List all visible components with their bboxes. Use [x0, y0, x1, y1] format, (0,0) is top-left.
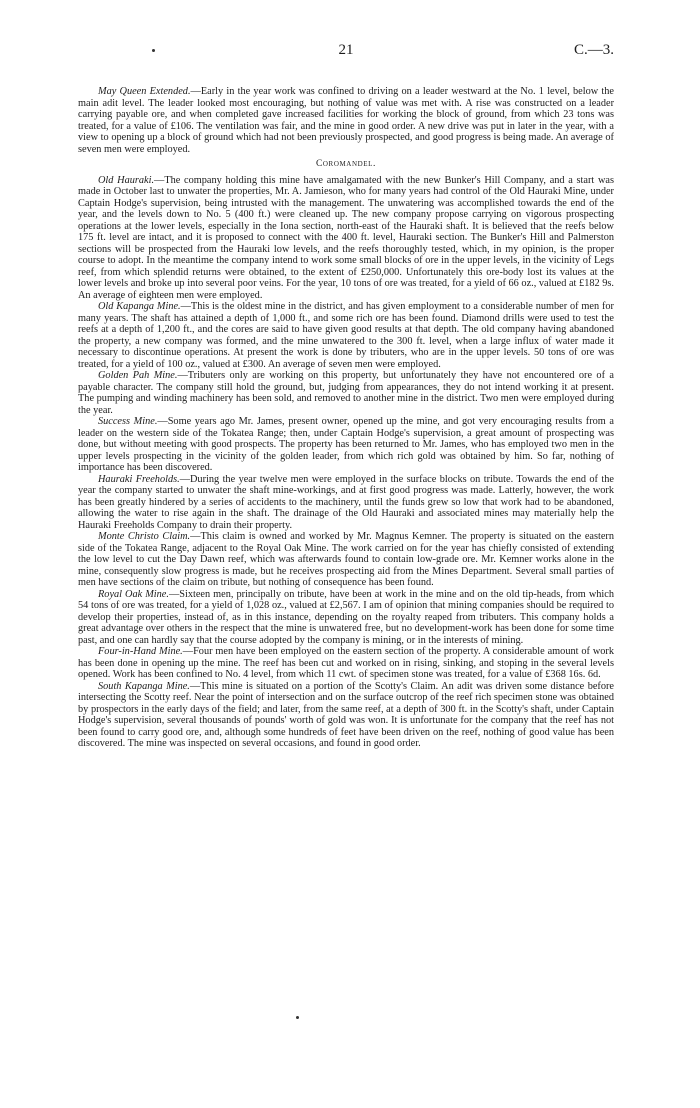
- paper-code: C.—3.: [573, 42, 614, 58]
- paragraph-south-kapanga: [78, 681, 614, 750]
- paragraph-monte-christo: [78, 531, 614, 589]
- paragraph-text: —Early in the year work was confined to driving on a leader westward at the No. 1 level, below the main adit level. The leader looked most encouraging, but nothing of value was met with. A rise was constructed on a leader carrying payable ore, and when completed gave increased facilities for working the block of ground, from which 23 tons was treated, for a value of £106. The ventilation was fair, and the mine in good order. A new drive was put in later in the year, with a view to opening up a block of ground which had not been previously prospected, and good progress is being made. An average of seven men were employed.: [78, 86, 614, 155]
- paragraph-royal-oak: [78, 589, 614, 647]
- mine-name: May Queen Extended.: [98, 86, 191, 97]
- paragraph-text: —The company holding this mine have amalgamated with the new Bunker's Hill Company, and a start was made in October last to unwater the properties, Mr. A. Jamieson, who for many years had control of the Old Hauraki Mine, under Captain Hodge's supervision, being intrusted with the management. The unwatering was accomplished towards the end of the year, and the levels down to No. 5 (400 ft.) were cleaned up. The new company propose carrying on vigorous prospecting operations at the lower levels, especially in the Iona section, north-east of the Hauraki shaft. It is believed that the reefs below 175 ft. level are intact, and it is proposed to connect with the 400 ft. level, Hauraki section. The Bunker's Hill and Palmerston sections will be prospected from the Hauraki low levels, and the reefs thoroughly tested, which, in my opinion, is the proper course to adopt. In the meantime the company intend to work some small blocks of ore in the upper levels, in the vicinity of Legs reef, from which splendid returns were obtained, to the extent of £250,000. Unfortunately this ore-body lost its values at the lower levels and broke up into several poor veins. For the year, 10 tons of ore was treated, for a yield of 66 oz., valued at £182 9s. An average of eighteen men were employed.: [78, 174, 614, 301]
- page-header: [78, 42, 614, 64]
- paragraph-four-in-hand: [78, 646, 614, 681]
- mine-name: South Kapanga Mine.: [98, 680, 190, 692]
- mine-name: Royal Oak Mine.: [98, 588, 169, 600]
- margin-dot-bottom: [296, 1016, 299, 1019]
- paragraph-text: —During the year twelve men were employed in the surface blocks on tribute. Towards the end of the year the company started to unwater the shaft mine-workings, and at first good progress was made. Latterly, however, the work has been greatly hindered by a series of accidents to the machinery, until the funds grew so low that work had to be abandoned, allowing the water to rise again in the shaft. The drainage of the Old Hauraki and associated mines may materially help the Hauraki Freeholds Company to drain their property.: [78, 473, 614, 531]
- mine-name: Golden Pah Mine.: [98, 370, 178, 381]
- mine-name: Hauraki Freeholds.: [98, 473, 180, 485]
- mine-name: Old Hauraki.: [98, 174, 155, 186]
- paragraph-text: —Tributers only are working on this property, but unfortunately they have not encountered ore of a payable character. The company still hold the ground, but, judging from appearances, they do not intend working it at present. The pumping and winding machinery has been sold, and removed to another mine in the district. Two men were employed during the year.: [78, 370, 614, 416]
- paragraph-text: —Some years ago Mr. James, present owner, opened up the mine, and got very encouraging results from a leader on the western side of the Tokatea Range; then, under Captain Hodge's supervision, a great amount of prospecting was done, but without meeting with good prospects. The property has been returned to Mr. James, who has employed two men in the upper levels prospecting in the vicinity of the golden leader, from which rich gold was obtained by him. So far, nothing of importance has been discovered.: [78, 416, 614, 473]
- paragraph-text: —This is the oldest mine in the district, and has given employment to a considerable number of men for many years. The shaft has attained a depth of 1,000 ft., and some rich ore has been found. Diamond drills were used to test the reefs at a depth of 1,200 ft., and the cores are said to have given good results at that depth. The old company having abandoned the property, a new company was formed, and the mine unwatered to the 300 ft. level, when a large influx of water made it necessary to discontinue operations. At present the work is done by tributers, who are in the upper levels. 50 tons of ore was treated, for a yield of 100 oz., valued at £300. An average of seven men were employed.: [78, 301, 614, 370]
- mine-name: Success Mine.: [98, 416, 158, 427]
- paragraph-text: —This claim is owned and worked by Mr. Magnus Kemner. The property is situated on the eastern side of the Tokatea Range, adjacent to the Royal Oak Mine. The work carried on for the year has chiefly consisted of extending the low level to cut the Day Dawn reef, which was afterwards found to contain low-grade ore. Mr. Kemner works alone in the mine, consequently slow progress is made, but he receives prospecting aid from the Mines Department. Several small parties of men have sections of the claim on tribute, but nothing of consequence has been found.: [78, 531, 614, 588]
- paragraph-text: —Sixteen men, principally on tribute, have been at work in the mine and on the old tip-heads, from which 54 tons of ore was treated, for a yield of 1,028 oz., valued at £2,567. I am of opinion that mining companies should be required to develop their properties, instead of, as in this instance, depending on the royalty reaped from tributers. This company holds a great advantage over others in the respect that the mine is unwatered free, but no development-work has been done for some time past, and one can hardly say that the course adopted by the company is mining, or in the interests of mining.: [78, 588, 614, 646]
- page-number: 21: [338, 42, 354, 58]
- mine-name: Four-in-Hand Mine.: [98, 646, 183, 657]
- paragraph-text: —This mine is situated on a portion of the Scotty's Claim. An adit was driven some distance before intersecting the Scotty reef. Near the point of intersection and on the surface outcrop of the reef rich specimen stone was obtained by prospectors in the early days of the field; and later, from the same reef, at a depth of 300 ft. in the Scotty's shaft, under Captain Hodge's supervision, several thousands of pounds' worth of gold was won. It is unfortunate for the company that the reef has not been found to carry good ore, and, although some hundreds of feet have been driven on the reef, nothing of good value has been discovered. The mine was inspected on several occasions, and found in good order.: [78, 680, 614, 749]
- paragraph-old-kapanga: [78, 301, 614, 370]
- report-body: [78, 86, 614, 750]
- paragraph-success-mine: [78, 416, 614, 474]
- mine-name: Monte Christo Claim.: [98, 531, 191, 542]
- document-page: [78, 42, 614, 750]
- mine-name: Old Kapanga Mine.: [98, 301, 181, 312]
- paragraph-old-hauraki: [78, 175, 614, 302]
- district-heading: Coromandel.: [315, 159, 377, 169]
- paragraph-hauraki-freeholds: [78, 474, 614, 532]
- paragraph-may-queen-extended: [78, 86, 614, 155]
- paragraph-golden-pah: [78, 370, 614, 416]
- paragraph-text: —Four men have been employed on the eastern section of the property. A considerable amount of work has been done in opening up the mine. The reef has been cut and worked on in rising, sinking, and stoping in the several levels opened. Work has been confined to No. 4 level, from which 11 cwt. of specimen stone was treated, for a value of £368 16s. 6d.: [78, 646, 614, 680]
